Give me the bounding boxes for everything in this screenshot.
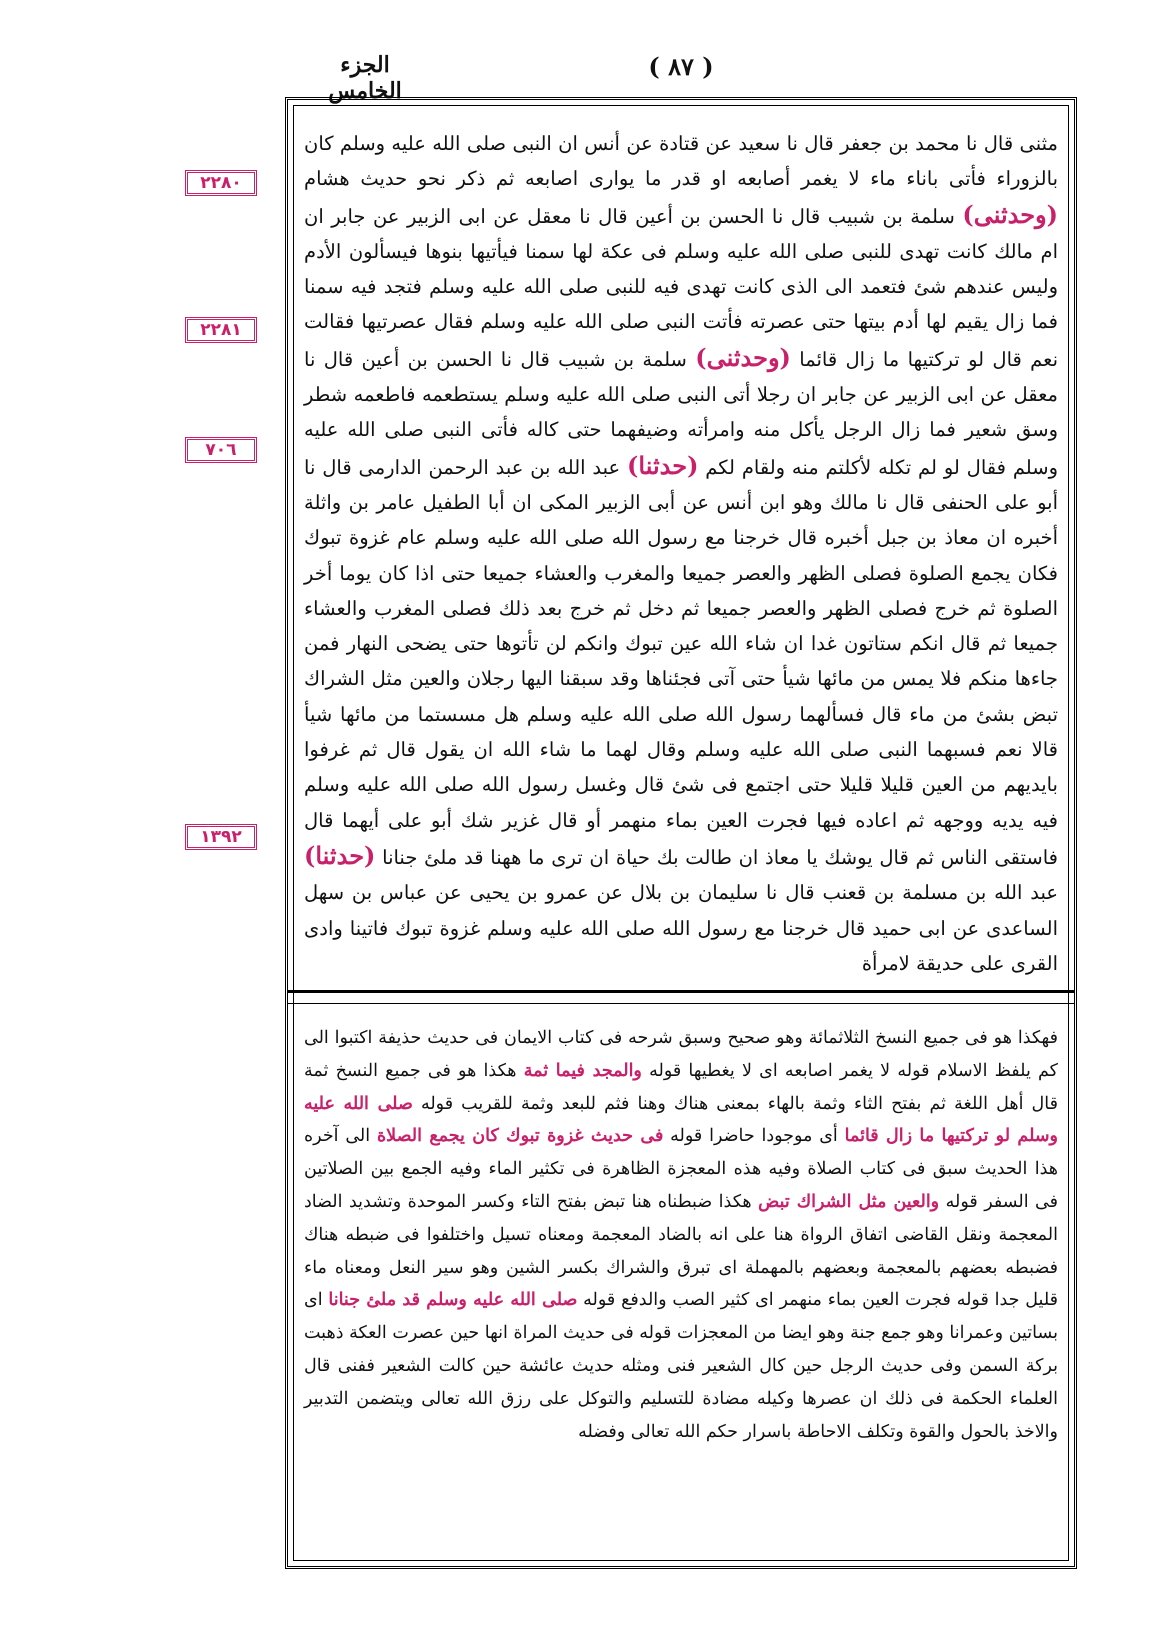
narration-keyword: (حدثنا) xyxy=(304,840,376,870)
commentary-highlight: والمجد فيما ثمة xyxy=(523,1060,642,1081)
main-hadith-text xyxy=(304,126,1058,981)
commentary-segment: فهكذا هو فى جميع النسخ الثلاثمائة وهو صحيح وسبق شرحه فى كتاب الايمان فى حديث حذيفة اكتبوا الى كم يلفظ الاسلام قوله لا يغمر اصابعه اى لا يغطيها قوله xyxy=(304,1028,1058,1081)
commentary-segment: الى آخره هذا الحديث سبق فى كتاب الصلاة وفيه هذه المعجزة الظاهرة فى تكثير الماء وفيه الجمع بين الصلاتين فى السفر قوله xyxy=(304,1126,1059,1212)
commentary-highlight: فى حديث غزوة تبوك كان يجمع الصلاة xyxy=(376,1126,664,1147)
commentary-highlight: والعين مثل الشراك تبض xyxy=(758,1191,940,1212)
commentary-text xyxy=(304,1022,1058,1448)
hadith-number: ٧٠٦ xyxy=(185,437,257,463)
hadith-number: ٢٢٨٠ xyxy=(185,170,257,196)
part-title: الجزء الخامس xyxy=(328,52,402,104)
narration-keyword: (حدثنا) xyxy=(627,450,699,480)
hadith-text-segment: عبد الله بن عبد الرحمن الدارمى قال نا أبو على الحنفى قال نا مالك وهو ابن أنس عن أبى الزبير المكى ان أبا الطفيل عامر بن واثلة أخبره ان معاذ بن جبل أخبره قال خرجنا مع رسول الله صلى الله عليه وسلم عام غزوة تبوك فكان يجمع الصلوة فصلى الظهر والعصر جميعا والمغرب والعشاء جميعا حتى اذا كان يوما أخر الصلوة ثم خرج فصلى الظهر والعصر جميعا ثم دخل ثم خرج بعد ذلك فصلى المغرب والعشاء جميعا ثم قال انكم ستاتون غدا ان شاء الله عين تبوك وانكم لن تأتوها حتى يضحى النهار فمن جاءها منكم فلا يمس من مائها شيأ حتى آتى فجئناها وقد سبقنا اليها رجلان والعين مثل الشراك تبض بشئ من ماء قال فسألهما رسول الله صلى الله عليه وسلم هل مسستما من مائها شيأ قالا نعم فسبهما النبى صلى الله عليه وسلم وقال لهما ما شاء الله ان يقول قال ثم غرفوا بايديهم من العين قليلا قليلا حتى اجتمع فى شئ قال وغسل رسول الله صلى الله عليه وسلم فيه يديه ووجهه ثم اعاده فيها فجرت العين بماء منهمر أو قال غزير شك أبو على أيهما قال فاستقى الناس ثم قال يوشك يا معاذ ان طالت بك حياة ان ترى ما ههنا قد ملئ جنانا xyxy=(304,455,1058,869)
hadith-number: ٢٢٨١ xyxy=(185,317,257,343)
hadith-text-segment: عبد الله بن مسلمة بن قعنب قال نا سليمان بن بلال عن عمرو بن يحيى عن عباس بن سهل الساعدى عن ابى حميد قال خرجنا مع رسول الله صلى الله عليه وسلم غزوة تبوك فاتينا وادى القرى على حديقة لامرأة xyxy=(304,881,1058,975)
narration-keyword: (وحدثنى) xyxy=(962,199,1059,229)
commentary-segment: هكذا ضبطناه هنا تبض بفتح التاء وكسر الموحدة وتشديد الضاد المعجمة ونقل القاضى اتفاق الرواة هنا على انه بالضاد المعجمة ومعناه تسيل واختلفوا فى ضبطه هناك فضبطه بعضهم بالمعجمة وبعضهم بالمهملة اى تبرق والشراك بكسر الشين وهو سير النعل ومعناه ماء قليل جدا قوله فجرت العين بماء منهمر اى كثير الصب والدفع قوله xyxy=(304,1191,1058,1311)
commentary-segment: اى بساتين وعمرانا وهو جمع جنة وهو ايضا من المعجزات قوله فى حديث المراة انها حين عصرت العكة ذهبت بركة السمن وفى حديث الرجل حين كال الشعير فنى ومثله حديث عائشة حين كالت الشعير ففنى قال العلماء الحكمة فى ذلك ان عصرها وكيله مضادة للتسليم والتوكل على رزق الله تعالى ويتضمن التدبير والاخذ بالحول والقوة وتكلف الاحاطة باسرار حكم الله تعالى وفضله xyxy=(304,1290,1058,1442)
hadith-text-segment: سلمة بن شبيب قال نا الحسن بن أعين قال نا معقل عن ابى الزبير عن جابر ان رجلا أتى النبى صلى الله عليه وسلم يستطعمه فاطعمه شطر وسق شعير فما زال الرجل يأكل منه وامرأته وضيفهما حتى كاله فأتى النبى صلى الله عليه وسلم فقال لو لم تكله لأكلتم منه ولقام لكم xyxy=(304,347,1059,479)
commentary-segment: أى موجودا حاضرا قوله xyxy=(670,1126,838,1147)
commentary-segment: هكذا هو فى جميع النسخ ثمة قال أهل اللغة ثم بفتح الثاء وثمة بالهاء بمعنى هناك وهنا فثم للبعد وثمة للقريب قوله xyxy=(304,1060,1058,1114)
section-divider xyxy=(288,990,1074,1004)
hadith-text-segment: مثنى قال نا محمد بن جعفر قال نا سعيد عن قتادة عن أنس ان النبى صلى الله عليه وسلم كان بالزوراء فأتى باناء ماء لا يغمر أصابعه او قدر ما يوارى اصابعه ثم ذكر نحو حديث هشام xyxy=(304,132,1058,191)
narration-keyword: (وحدثنى) xyxy=(695,342,791,372)
page-frame xyxy=(285,97,1077,1569)
commentary-highlight: صلى الله عليه وسلم قد ملئ جنانا xyxy=(328,1290,578,1311)
hadith-number: ١٣٩٢ xyxy=(185,824,257,850)
commentary-highlight: صلى الله عليه وسلم لو تركتيها ما زال قائما xyxy=(304,1093,1058,1147)
hadith-text-segment: سلمة بن شبيب قال نا الحسن بن أعين قال نا معقل عن ابى الزبير عن جابر ان ام مالك كانت تهدى للنبى صلى الله عليه وسلم فى عكة لها سمنا فيأتيها بنوها فيسألون الأدم وليس عندهم شئ فتعمد الى الذى كانت تهدى فيه للنبى صلى الله عليه وسلم فتجد فيه سمنا فما زال يقيم لها أدم بيتها حتى عصرته فأتت النبى صلى الله عليه وسلم فقال عصرتيها فقالت نعم قال لو تركتيها ما زال قائما xyxy=(304,204,1058,371)
page-number: ( ٨٧ ) xyxy=(648,52,714,81)
